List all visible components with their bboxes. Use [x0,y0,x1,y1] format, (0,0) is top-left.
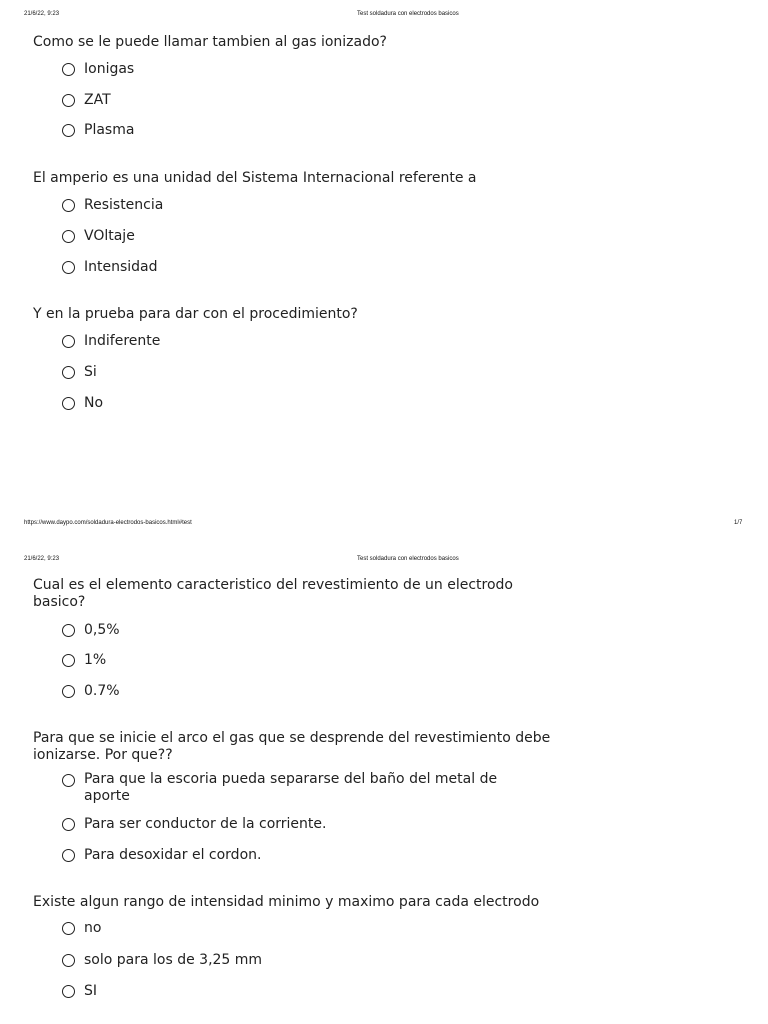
radio-button-icon[interactable] [62,199,75,212]
answer-label: Ionigas [84,61,135,77]
radio-button-icon[interactable] [62,624,75,637]
radio-button-icon[interactable] [62,985,75,998]
answer-label: no [84,920,102,936]
print-title: Test soldadura con electrodos basicos [357,556,459,562]
answer-label: 1% [84,652,107,668]
print-url: https://www.daypo.com/soldadura-electrodos-basicos.html#test [24,520,192,526]
answer-label: VOltaje [84,228,135,244]
answer-option[interactable] [62,61,542,78]
question-text: Cual es el elemento caracteristico del revestimiento de un electrodo basico? [33,577,513,610]
answer-label: Si [84,364,97,380]
answer-option[interactable] [62,652,542,669]
answer-label: Para desoxidar el cordon. [84,847,262,863]
answer-option[interactable] [62,395,542,412]
radio-button-icon[interactable] [62,774,75,787]
answer-option[interactable] [62,92,542,109]
answer-option[interactable] [62,622,542,639]
answer-option[interactable] [62,197,542,214]
answer-option[interactable] [62,771,502,805]
answer-option[interactable] [62,683,542,700]
radio-button-icon[interactable] [62,63,75,76]
radio-button-icon[interactable] [62,335,75,348]
question-text: Existe algun rango de intensidad minimo y maximo para cada electrodo [33,894,540,910]
answer-label: Intensidad [84,259,158,275]
question-text: Como se le puede llamar tambien al gas ionizado? [33,34,387,50]
question-text: Y en la prueba para dar con el procedimiento? [33,306,358,322]
radio-button-icon[interactable] [62,922,75,935]
answer-option[interactable] [62,847,542,864]
answer-option[interactable] [62,259,542,276]
print-date: 21/6/22, 9:23 [24,11,60,17]
radio-button-icon[interactable] [62,818,75,831]
answer-label: No [84,395,104,411]
radio-button-icon[interactable] [62,124,75,137]
radio-button-icon[interactable] [62,261,75,274]
answer-label: Para ser conductor de la corriente. [84,816,327,832]
answer-option[interactable] [62,952,542,969]
radio-button-icon[interactable] [62,954,75,967]
radio-button-icon[interactable] [62,397,75,410]
answer-label: Para que la escoria pueda separarse del baño del metal de aporte [84,771,498,804]
radio-button-icon[interactable] [62,685,75,698]
answer-option[interactable] [62,920,542,937]
answer-label: Indiferente [84,333,161,349]
answer-option[interactable] [62,333,542,350]
answer-label: ZAT [84,92,111,108]
print-title: Test soldadura con electrodos basicos [357,11,459,17]
answer-option[interactable] [62,983,542,1000]
page-number: 1/7 [734,520,743,526]
answer-option[interactable] [62,364,542,381]
answer-label: 0,5% [84,622,120,638]
answer-label: Plasma [84,122,135,138]
question-text: El amperio es una unidad del Sistema Internacional referente a [33,170,477,186]
answer-option[interactable] [62,122,542,139]
print-date: 21/6/22, 9:23 [24,556,60,562]
radio-button-icon[interactable] [62,230,75,243]
answer-option[interactable] [62,816,542,833]
answer-label: 0.7% [84,683,120,699]
answer-label: Resistencia [84,197,164,213]
radio-button-icon[interactable] [62,654,75,667]
radio-button-icon[interactable] [62,849,75,862]
question-text: Para que se inicie el arco el gas que se desprende del revestimiento debe ionizarse. Por que?? [33,730,551,763]
answer-option[interactable] [62,228,542,245]
answer-label: SI [84,983,98,999]
radio-button-icon[interactable] [62,94,75,107]
answer-label: solo para los de 3,25 mm [84,952,263,968]
radio-button-icon[interactable] [62,366,75,379]
